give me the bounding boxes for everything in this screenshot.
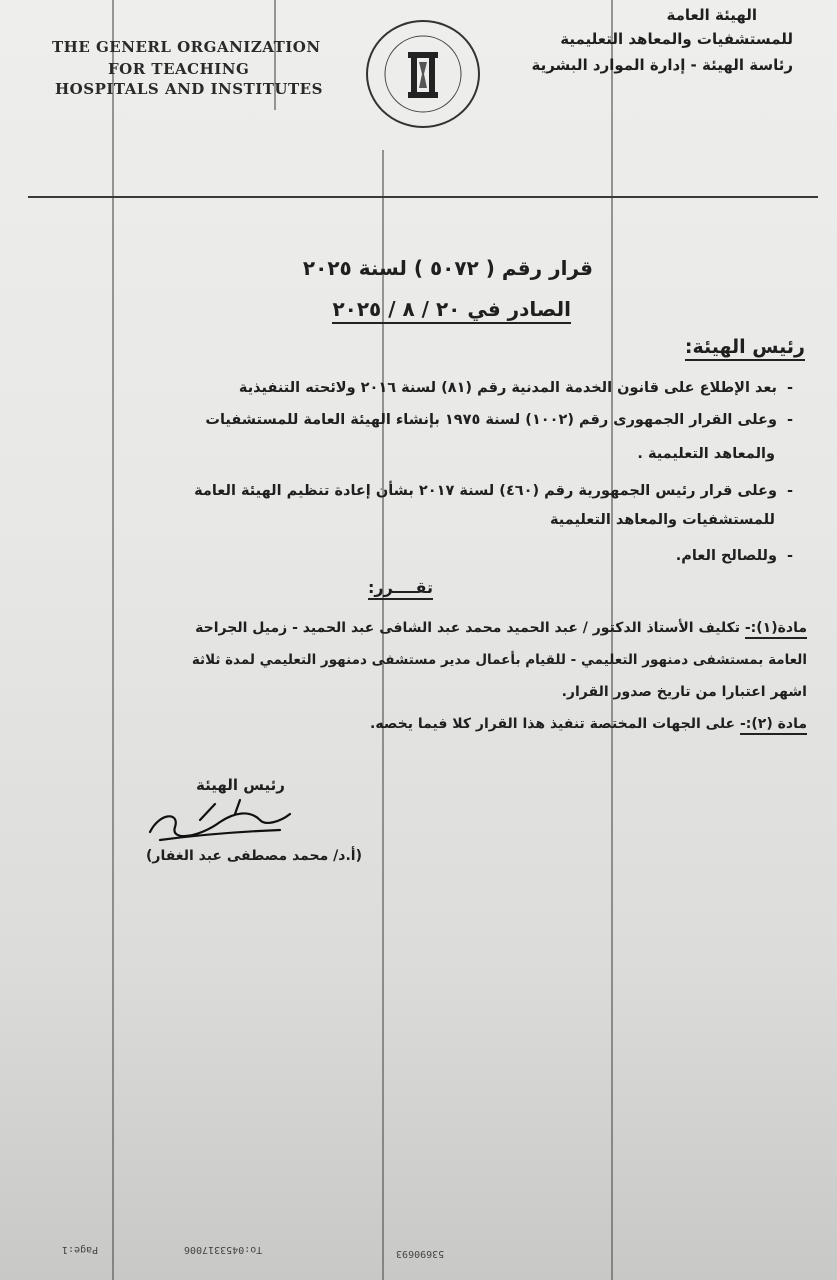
fax-destination: To:0453317006 [184,1244,263,1255]
signature-title: رئيس الهيئة [196,776,285,794]
fax-number: 53690693 [396,1248,445,1259]
arabic-org-line-1: الهيئة العامة [666,6,757,24]
article-2 [370,716,807,732]
organization-seal [366,20,480,128]
english-org-line-1: THE GENERL ORGANIZATION [52,38,321,56]
article-2-text: على الجهات المختصة تنفيذ هذا القرار كلا فيما يخصه. [370,716,736,732]
preamble-item-continued: للمستشفيات والمعاهد التعليمية [550,512,775,528]
article-1-line-1 [195,620,807,636]
preamble-item: - وعلى القرار الجمهورى رقم (١٠٠٢) لسنة ١٩٧٥ بإنشاء الهيئة العامة للمستشفيات [205,412,793,428]
preamble-item-continued: والمعاهد التعليمية . [637,446,775,462]
fax-page-number: Page:1 [62,1244,99,1255]
english-org-line-3: HOSPITALS AND INSTITUTES [55,80,323,98]
preamble-item: - وللصالح العام. [676,548,793,564]
handwritten-signature [140,792,300,852]
vertical-fold-line [611,0,613,1280]
decree-issue-date: الصادر في ٢٠ / ٨ / ٢٠٢٥ [332,297,571,324]
article-1-label: مادة(١):- [745,620,807,639]
article-1-line-2: العامة بمستشفى دمنهور التعليمي - للقيام بأعمال مدير مستشفى دمنهور التعليمي لمدة ثلاثة [191,652,807,668]
preamble-item: - بعد الإطلاع على قانون الخدمة المدنية رقم (٨١) لسنة ٢٠١٦ ولائحته التنفيذية [239,380,793,396]
arabic-org-line-2: للمستشفيات والمعاهد التعليمية [560,30,793,48]
preamble-item: - وعلى قرار رئيس الجمهورية رقم (٤٦٠) لسنة ٢٠١٧ بشأن إعادة تنظيم الهيئة العامة [194,483,793,499]
decree-title: قرار رقم ( ٥٠٧٢ ) لسنة ٢٠٢٥ [302,256,593,280]
article-2-label: مادة (٢):- [740,716,807,735]
article-1-line-3: اشهر اعتبارا من تاريخ صدور القرار. [561,684,807,700]
decree-heading: رئيس الهيئة: [685,336,805,361]
arabic-org-line-3: رئاسة الهيئة - إدارة الموارد البشرية [531,56,793,74]
header-divider [28,196,818,198]
signatory-name: (أ.د/ محمد مصطفى عبد الغفار) [146,848,362,864]
article-1-text: تكليف الأستاذ الدكتور / عبد الحميد محمد عبد الشافى عبد الحميد - زميل الجراحة [195,620,740,636]
seal-icon [368,22,478,126]
english-org-line-2: FOR TEACHING [108,60,250,78]
decides-heading: تقــــرر: [368,578,433,600]
vertical-fold-line [112,0,114,1280]
